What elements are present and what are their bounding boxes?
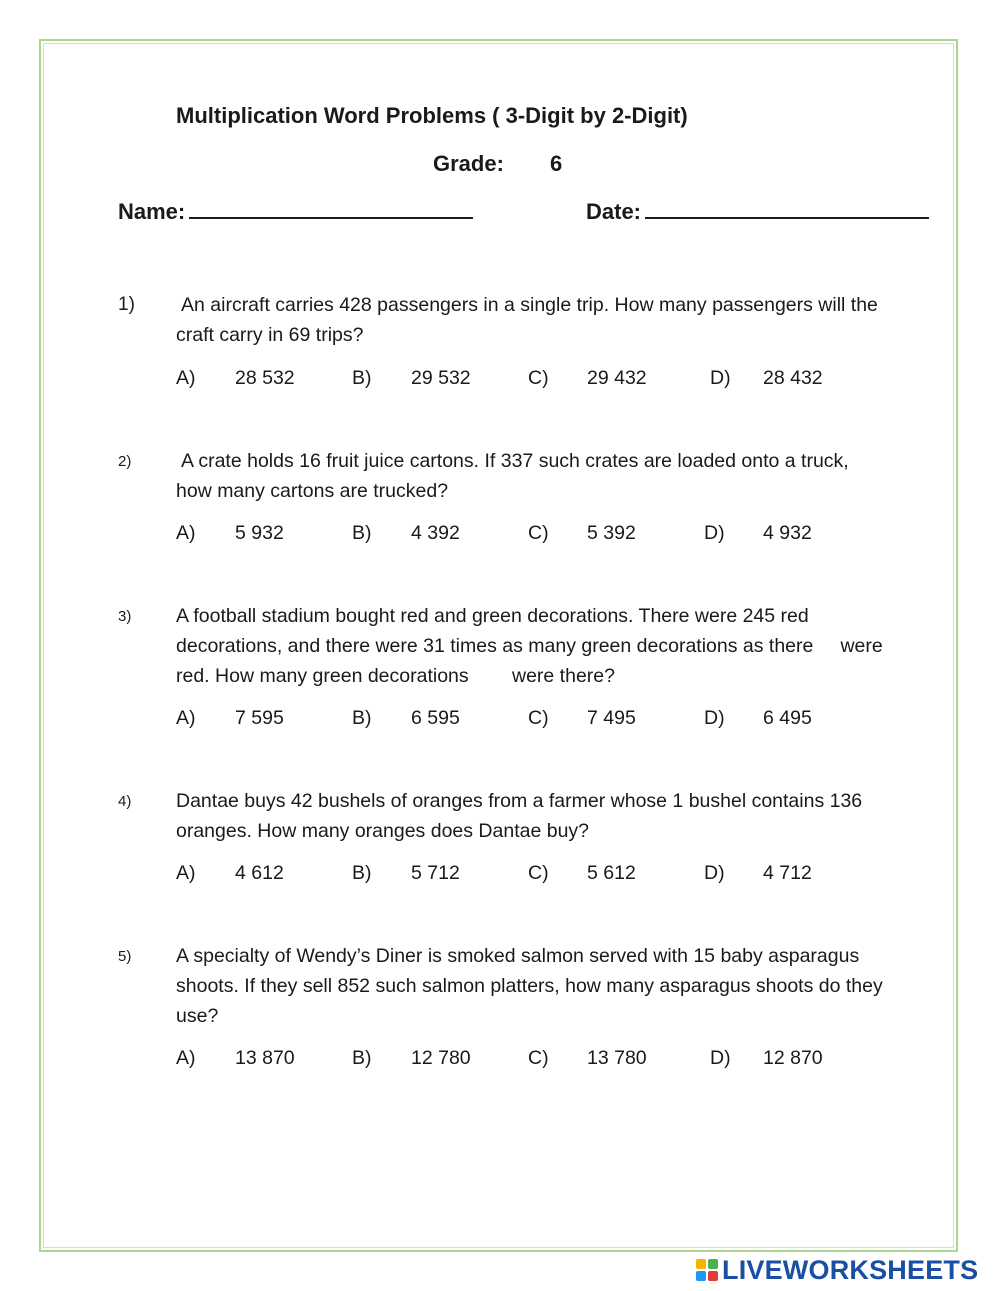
option-letter: D) [704,707,725,729]
option-value[interactable]: 5 712 [411,862,460,884]
question-text-line: A specialty of Wendy’s Diner is smoked salmon served with 15 baby asparagus [176,945,860,967]
option-value[interactable]: 13 870 [235,1047,295,1069]
option-letter: A) [176,707,196,729]
option-value[interactable]: 7 495 [587,707,636,729]
name-label: Name: [118,199,186,224]
question-text-line: A football stadium bought red and green decorations. There were 245 red [176,605,809,627]
option-value[interactable]: 12 780 [411,1047,471,1069]
question-number: 3) [118,608,132,625]
worksheet-title: Multiplication Word Problems ( 3-Digit by 2-Digit) [176,103,688,128]
option-letter: C) [528,707,549,729]
option-letter: C) [528,1047,549,1069]
option-value[interactable]: 28 432 [763,367,823,389]
question-number: 5) [118,948,132,965]
option-value[interactable]: 28 532 [235,367,295,389]
option-letter: D) [704,862,725,884]
question-text-line: red. How many green decorations were there? [176,665,615,687]
option-value[interactable]: 5 932 [235,522,284,544]
date-label: Date: [586,199,642,224]
date-blank[interactable] [645,199,929,219]
question-text-line: An aircraft carries 428 passengers in a single trip. How many passengers will the [181,294,878,316]
option-letter: C) [528,522,549,544]
question-number: 2) [118,453,132,470]
option-value[interactable]: 12 870 [763,1047,823,1069]
question-number: 4) [118,793,132,810]
grade-value: 6 [550,151,563,176]
option-letter: D) [704,522,725,544]
logo-squares-icon [696,1259,718,1281]
option-value[interactable]: 29 432 [587,367,647,389]
option-value[interactable]: 4 392 [411,522,460,544]
option-value[interactable]: 4 712 [763,862,812,884]
option-letter: C) [528,367,549,389]
date-field [586,199,929,225]
question-text-line: Dantae buys 42 bushels of oranges from a farmer whose 1 bushel contains 136 [176,790,863,812]
question-text-line: use? [176,1005,219,1027]
name-field [118,199,473,225]
option-letter: B) [352,707,372,729]
logo-square [696,1259,706,1269]
option-letter: C) [528,862,549,884]
question-text-line: A crate holds 16 fruit juice cartons. If 337 such crates are loaded onto a truck, [181,450,849,472]
name-blank[interactable] [189,199,473,219]
option-letter: A) [176,862,196,884]
option-value[interactable]: 29 532 [411,367,471,389]
option-letter: D) [710,367,731,389]
option-letter: B) [352,367,372,389]
logo-text: LIVEWORKSHEETS [722,1254,979,1285]
question-text-line: shoots. If they sell 852 such salmon platters, how many asparagus shoots do they [176,975,883,997]
option-value[interactable]: 4 932 [763,522,812,544]
option-letter: D) [710,1047,731,1069]
option-value[interactable]: 7 595 [235,707,284,729]
logo-square [696,1271,706,1281]
option-value[interactable]: 6 595 [411,707,460,729]
question-text-line: how many cartons are trucked? [176,480,449,502]
option-value[interactable]: 4 612 [235,862,284,884]
question-text-line: oranges. How many oranges does Dantae buy? [176,820,590,842]
option-letter: B) [352,862,372,884]
option-letter: A) [176,522,196,544]
question-text-line: craft carry in 69 trips? [176,324,364,346]
option-value[interactable]: 13 780 [587,1047,647,1069]
question-text-line: decorations, and there were 31 times as many green decorations as there were [176,635,883,657]
grade-label: Grade: [433,151,504,176]
liveworksheets-logo[interactable] [696,1253,978,1287]
logo-square [708,1271,718,1281]
option-letter: A) [176,367,196,389]
option-letter: B) [352,1047,372,1069]
logo-square [708,1259,718,1269]
option-value[interactable]: 5 612 [587,862,636,884]
question-number: 1) [118,294,135,315]
option-value[interactable]: 6 495 [763,707,812,729]
option-letter: B) [352,522,372,544]
option-value[interactable]: 5 392 [587,522,636,544]
option-letter: A) [176,1047,196,1069]
